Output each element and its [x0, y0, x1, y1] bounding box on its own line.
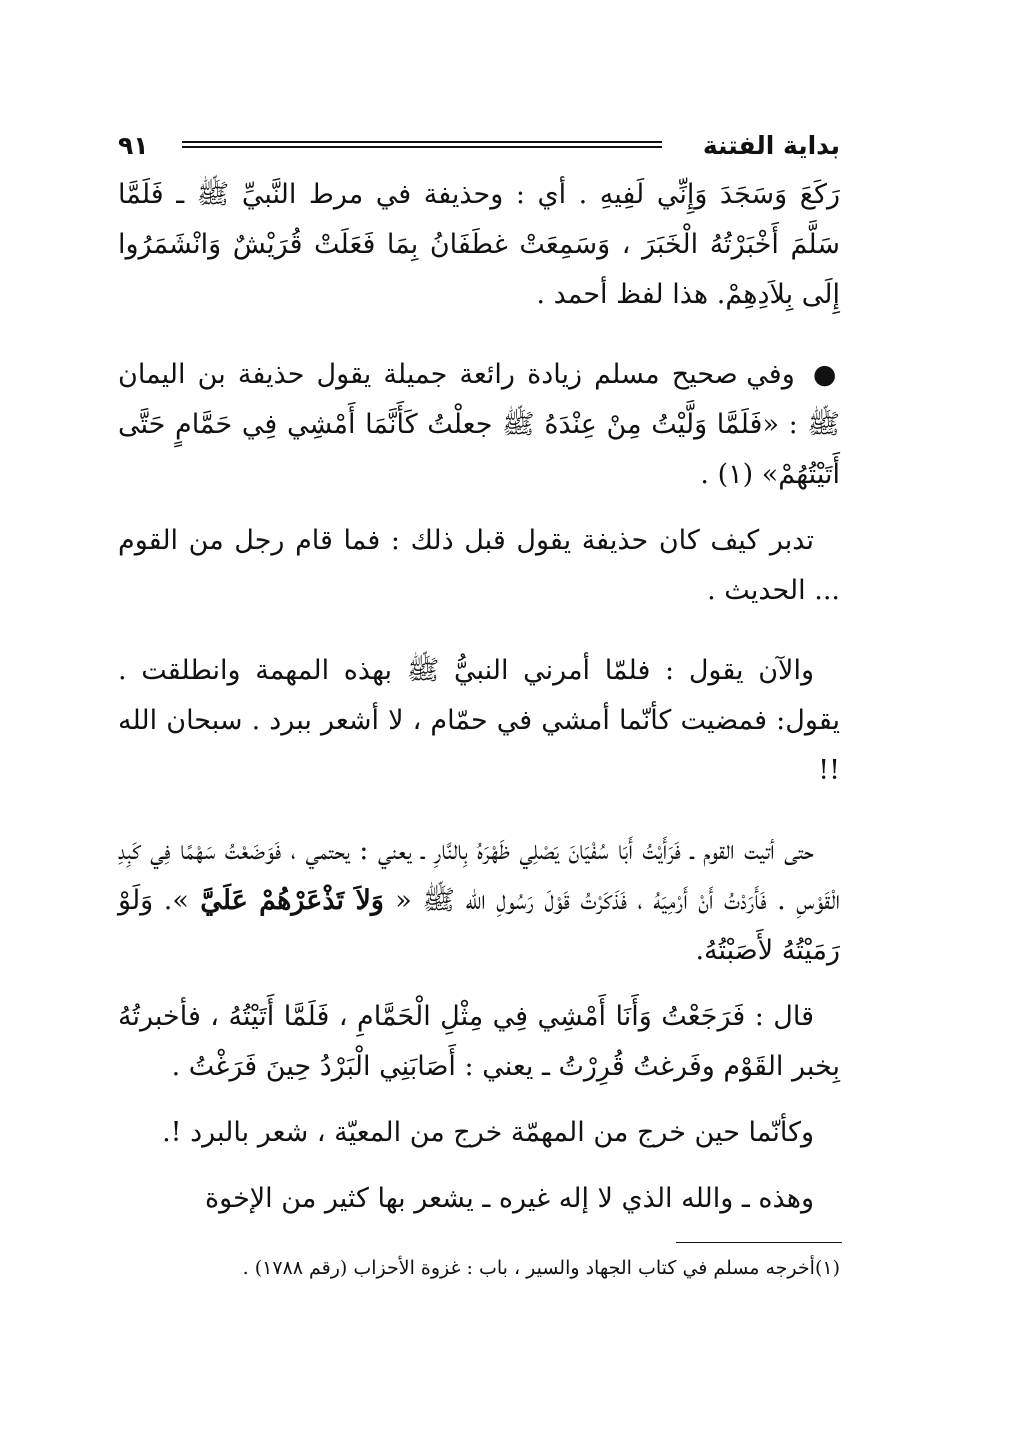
running-header — [118, 128, 840, 168]
paragraph-5-text-after: ». وَلَوْ رَمَيْتُهُ لأَصَبْتُهُ. — [118, 885, 840, 966]
bullet-icon: ● — [812, 359, 840, 390]
main-text — [118, 170, 840, 1254]
paragraph-3: تدبر كيف كان حذيفة يقول قبل ذلك : فما قام رجل من القوم ... الحديث . — [118, 525, 840, 606]
page-number: ٩١ — [118, 131, 149, 160]
footnote-divider — [676, 1242, 842, 1243]
paragraph-5-text-before: حتى أتيت القوم ـ فَرَأَيْتُ أَبَا سُفْيَانَ يَصْلِي ظَهْرَهُ بِالنَّارِ ـ يعني : يحتمي ، فَوَضَعْتُ سَهْمًا فِي كَبِدِ الْقَوْسِ . فَأَرَدْتُ أَنْ أَرْمِيَهُ ، فَذَكَرْتُ قَوْلَ رَسُولِ الله ﷺ « — [118, 835, 840, 916]
paragraph-1: رَكَعَ وَسَجَدَ وَإِنِّي لَفِيهِ . أي : وحذيفة في مرط النَّبيِّ ﷺ ـ فَلَمَّا سَلَّمَ أَخْبَرْتُهُ الْخَبَرَ ، وَسَمِعَتْ غطَفَانُ بِمَا فَعَلَتْ قُرَيْشٌ وَانْشَمَرُوا إِلَى بِلاَدِهِمْ. هذا لفظ أحمد . — [118, 179, 840, 310]
paragraph-2 — [118, 350, 840, 500]
footnote: (١)أخرجه مسلم في كتاب الجهاد والسير ، باب : غزوة الأحزاب (رقم ١٧٨٨) . — [242, 1257, 840, 1279]
book-title: بداية الفتنة — [702, 131, 840, 160]
paragraph-5-bold-quote: وَلاَ تَذْعَرْهُمْ عَلَيَّ — [188, 885, 396, 916]
paragraph-4: والآن يقول : فلمّا أمرني النبيُّ ﷺ بهذه المهمة وانطلقت . يقول: فمضيت كأنّما أمشي في حمّام ، لا أشعر ببرد . سبحان الله !! — [118, 655, 840, 786]
paragraph-8: وهذه ـ والله الذي لا إله غيره ـ يشعر بها كثير من الإخوة — [205, 1183, 814, 1214]
paragraph-7: وكأنّما حين خرج من المهمّة خرج من المعيّة ، شعر بالبرد !. — [162, 1117, 814, 1148]
paragraph-5 — [118, 826, 840, 976]
paragraph-2-text: وفي صحيح مسلم زيادة رائعة جميلة يقول حذيفة بن اليمان ﷺ : «فَلَمَّا وَلَّيْتُ مِنْ عِنْدَهُ ﷺ جعلْتُ كَأَنَّمَا أَمْشِي فِي حَمَّامٍ حَتَّى أَتَيْتُهُمْ» (١) . — [118, 359, 840, 490]
paragraph-6: قال : فَرَجَعْتُ وَأَنَا أَمْشِي فِي مِثْلِ الْحَمَّامِ ، فَلَمَّا أَتَيْتُهُ ، فأخبرتُهُ بِخبر القَوْم وفَرغتُ قُرِرْتُ ـ يعني : أَصَابَنِي الْبَرْدُ حِينَ فَرَغْتُ . — [118, 1001, 840, 1082]
header-rule — [182, 141, 662, 148]
